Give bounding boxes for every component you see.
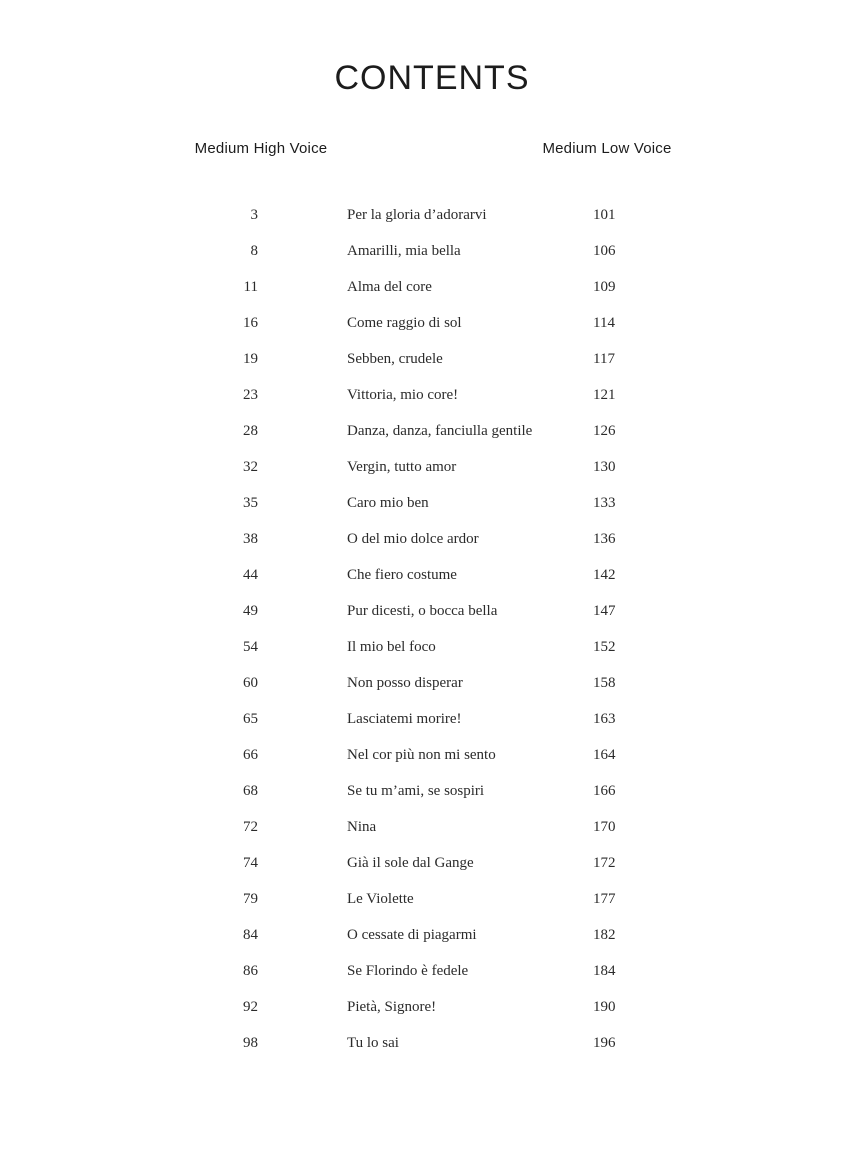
table-row: [0, 773, 864, 809]
high-voice-page-number: 66: [243, 747, 258, 763]
toc-list: [0, 197, 864, 1061]
table-row: [0, 269, 864, 305]
table-row: [0, 737, 864, 773]
song-title: Le Violette: [347, 891, 414, 907]
table-row: [0, 953, 864, 989]
low-voice-page-number: 101: [593, 207, 616, 223]
high-voice-page-number: 32: [243, 459, 258, 475]
low-voice-page-number: 164: [593, 747, 616, 763]
table-row: [0, 845, 864, 881]
low-voice-page-number: 114: [593, 315, 615, 331]
song-title: O cessate di piagarmi: [347, 927, 477, 943]
table-row: [0, 593, 864, 629]
song-title: Caro mio ben: [347, 495, 429, 511]
high-voice-page-number: 8: [250, 243, 258, 259]
table-row: [0, 449, 864, 485]
song-title: Danza, danza, fanciulla gentile: [347, 423, 533, 439]
low-voice-page-number: 184: [593, 963, 616, 979]
song-title: Non posso disperar: [347, 675, 463, 691]
table-row: [0, 521, 864, 557]
song-title: Amarilli, mia bella: [347, 243, 461, 259]
high-voice-page-number: 65: [243, 711, 258, 727]
table-row: [0, 1025, 864, 1061]
high-voice-page-number: 84: [243, 927, 258, 943]
low-voice-page-number: 190: [593, 999, 616, 1015]
high-voice-page-number: 60: [243, 675, 258, 691]
high-voice-page-number: 86: [243, 963, 258, 979]
low-voice-page-number: 117: [593, 351, 615, 367]
song-title: O del mio dolce ardor: [347, 531, 479, 547]
low-voice-page-number: 126: [593, 423, 616, 439]
low-voice-page-number: 177: [593, 891, 616, 907]
low-voice-page-number: 172: [593, 855, 616, 871]
low-voice-page-number: 136: [593, 531, 616, 547]
low-voice-page-number: 109: [593, 279, 616, 295]
low-voice-page-number: 196: [593, 1035, 616, 1051]
table-row: [0, 809, 864, 845]
table-row: [0, 665, 864, 701]
table-row: [0, 989, 864, 1025]
table-row: [0, 413, 864, 449]
low-voice-page-number: 130: [593, 459, 616, 475]
high-voice-page-number: 49: [243, 603, 258, 619]
high-voice-page-number: 23: [243, 387, 258, 403]
song-title: Già il sole dal Gange: [347, 855, 474, 871]
table-row: [0, 629, 864, 665]
high-voice-page-number: 92: [243, 999, 258, 1015]
low-voice-page-number: 182: [593, 927, 616, 943]
column-header-medium-high-voice: Medium High Voice: [194, 140, 328, 157]
low-voice-page-number: 121: [593, 387, 616, 403]
song-title: Come raggio di sol: [347, 315, 462, 331]
song-title: Pietà, Signore!: [347, 999, 437, 1015]
page-title: CONTENTS: [334, 59, 530, 97]
table-row: [0, 557, 864, 593]
song-title: Se Florindo è fedele: [347, 963, 469, 979]
song-title: Il mio bel foco: [347, 639, 436, 655]
table-row: [0, 197, 864, 233]
high-voice-page-number: 28: [243, 423, 258, 439]
song-title: Per la gloria d’adorarvi: [347, 207, 487, 223]
table-row: [0, 485, 864, 521]
low-voice-page-number: 152: [593, 639, 616, 655]
song-title: Sebben, crudele: [347, 351, 443, 367]
table-row: [0, 341, 864, 377]
high-voice-page-number: 74: [243, 855, 258, 871]
low-voice-page-number: 166: [593, 783, 616, 799]
song-title: Lasciatemi morire!: [347, 711, 462, 727]
table-row: [0, 233, 864, 269]
song-title: Nina: [347, 819, 377, 835]
high-voice-page-number: 38: [243, 531, 258, 547]
high-voice-page-number: 44: [243, 567, 258, 583]
song-title: Alma del core: [347, 279, 432, 295]
high-voice-page-number: 68: [243, 783, 258, 799]
high-voice-page-number: 19: [243, 351, 258, 367]
low-voice-page-number: 170: [593, 819, 616, 835]
low-voice-page-number: 163: [593, 711, 616, 727]
table-row: [0, 701, 864, 737]
song-title: Vittoria, mio core!: [347, 387, 459, 403]
low-voice-page-number: 147: [593, 603, 616, 619]
song-title: Nel cor più non mi sento: [347, 747, 496, 763]
high-voice-page-number: 54: [243, 639, 258, 655]
table-row: [0, 881, 864, 917]
high-voice-page-number: 79: [243, 891, 258, 907]
low-voice-page-number: 133: [593, 495, 616, 511]
low-voice-page-number: 158: [593, 675, 616, 691]
song-title: Pur dicesti, o bocca bella: [347, 603, 498, 619]
high-voice-page-number: 98: [243, 1035, 258, 1051]
table-row: [0, 917, 864, 953]
song-title: Se tu m’ami, se sospiri: [347, 783, 485, 799]
table-row: [0, 305, 864, 341]
high-voice-page-number: 35: [243, 495, 258, 511]
high-voice-page-number: 72: [243, 819, 258, 835]
low-voice-page-number: 106: [593, 243, 616, 259]
high-voice-page-number: 3: [250, 207, 258, 223]
table-row: [0, 377, 864, 413]
column-header-medium-low-voice: Medium Low Voice: [542, 140, 672, 157]
high-voice-page-number: 11: [243, 279, 258, 295]
song-title: Tu lo sai: [347, 1035, 399, 1051]
song-title: Vergin, tutto amor: [347, 459, 457, 475]
song-title: Che fiero costume: [347, 567, 457, 583]
high-voice-page-number: 16: [243, 315, 258, 331]
low-voice-page-number: 142: [593, 567, 616, 583]
